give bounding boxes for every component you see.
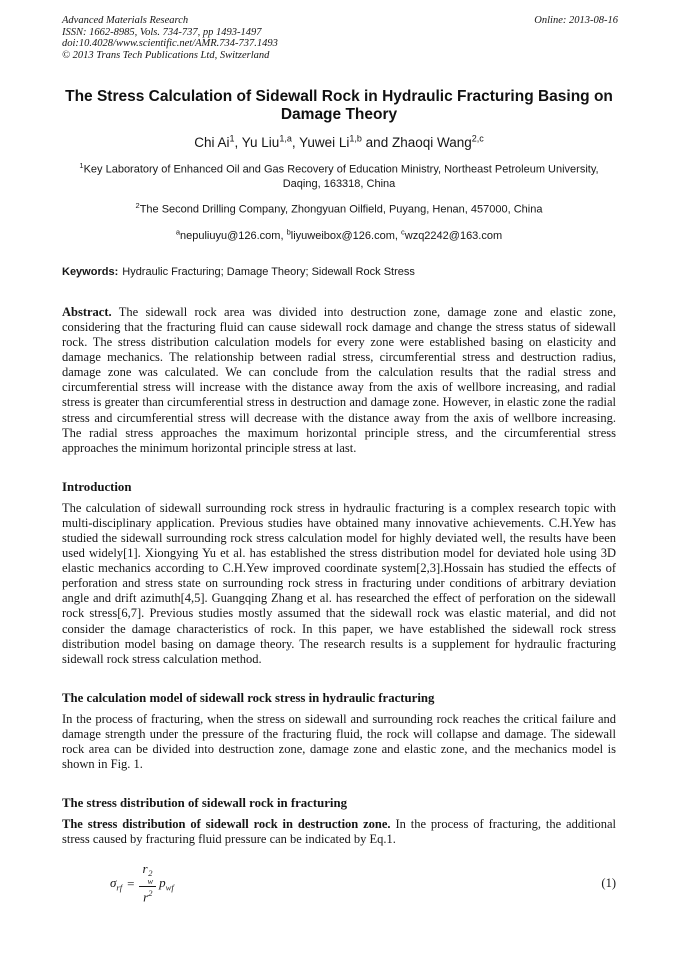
author-affiliation-marker: 1,a (279, 133, 292, 144)
journal-copyright-line: © 2013 Trans Tech Publications Ltd, Switzerland (62, 49, 270, 61)
sigma-term: $\sigma_{rf}$ (110, 874, 123, 893)
fraction-denominator: $r^2$ (143, 888, 153, 905)
pressure-term: $p_{wf}$ (159, 874, 174, 893)
affiliation-1: $^1$Key Laboratory of Enhanced Oil and Gas Recovery of Education Ministry, Northeast Petroleum University, Daqing, 163318, China (79, 160, 599, 190)
journal-issn-line: ISSN: 1662-8985, Vols. 734-737, pp 1493-1497 (62, 26, 262, 38)
author-affiliation-marker: 2,c (471, 133, 484, 144)
section-heading-calculation-model: The calculation model of sidewall rock stress in hydraulic fracturing (62, 690, 435, 705)
abstract-paragraph (62, 305, 616, 456)
author: Yuwei Li$^{1,b}$ and (299, 133, 392, 150)
equation-1-row (110, 861, 616, 905)
affiliation-2: $^2$The Second Drilling Company, Zhongyuan Oilfield, Puyang, Henan, 457000, China (135, 200, 543, 216)
journal-name: Advanced Materials Research (62, 15, 189, 26)
journal-header (62, 15, 618, 61)
author: Yu Liu$^{1,a}$, (241, 133, 300, 150)
abstract-text: The sidewall rock area was divided into destruction zone, damage zone and elastic zone, considering that the fracturing fluid can cause sidewall rock damage and change the stress status of sidewall rock. The stress distribution calculation models for every zone were established basing on elasticity and damage mechanics. The relationship between radial stress, circumferential stress and destruction radius, damage zone was calculated. We can conclude from the calculation results that the radial stress and circumferential stress will increase with the distance away from the axis of wellbore increasing, and radial stress is greater than circumferential stress in destruction and damage zone. However, in elastic zone the radial stress and circumferential stress will decrease with the distance away from the axis of wellbore increasing. The radial stress approaches the maximum horizontal principle stress, and the circumferential stress approaches the minimum horizontal principle stress at last. (62, 304, 616, 455)
equation-number: (1) (601, 876, 616, 891)
online-date: Online: 2013-08-16 (534, 15, 618, 26)
equals-sign: = (127, 875, 135, 891)
section-heading-introduction: Introduction (62, 479, 132, 494)
authors-line (45, 130, 633, 151)
author-email: $^a$nepuliuyu@126.com, (175, 227, 287, 242)
stress-distribution-paragraph (62, 817, 616, 847)
keywords-value: Hydraulic Fracturing; Damage Theory; Sidewall Rock Stress (122, 265, 415, 278)
journal-info-block (62, 15, 278, 61)
emails-line (62, 225, 616, 243)
equation-1 (110, 861, 174, 905)
affiliation-marker: 1 (79, 160, 84, 170)
subsection-run-in-heading: The stress distribution of sidewall rock in destruction zone. (62, 817, 391, 832)
keywords-label: Keywords: (62, 265, 119, 278)
author: Zhaoqi Wang$^{2,c}$ (391, 133, 484, 150)
section-heading-stress-distribution: The stress distribution of sidewall rock in fracturing (62, 796, 347, 811)
abstract-label: Abstract. (62, 304, 112, 319)
fraction (139, 861, 156, 905)
affiliation-marker: 2 (135, 200, 140, 210)
calculation-model-paragraph: In the process of fracturing, when the stress on sidewall and surrounding rock reaches the critical failure and damage strength under the pressure of the fracturing fluid, the rock will collapse and damage. The sidewall rock area can be divided into destruction zone, damage zone and elastic zone, and the mechanics model is shown in Fig. 1. (62, 711, 616, 772)
author: Chi Ai$^1$, (194, 133, 242, 150)
stress-distribution-text: In the process of fracturing, the additional stress caused by fracturing fluid pressure can be indicated by Eq.1. (62, 817, 617, 847)
introduction-paragraph: The calculation of sidewall surrounding rock stress in hydraulic fracturing is a complex research topic with multi-disciplinary application. Previous studies have obtained many innovative achievements. C.H.Yew has studied the sidewall surrounding rock stress calculation model for highly deviated well, the results have been used widely[1]. Xiongying Yu et al. has established the stress distribution model for deviated hole using 3D elastic mechanics according to C.H.Yew improved coordinate system[2,3].Hossain has studied the effects of perforation and stress state on surrounding rock stress in fracturing under conditions of arbitrary deviation angle and drift azimuth[4,5]. Guangqing Zhang et al. has researched the effect of perforation on the sidewall rock stress[6,7]. Previous studies mostly assumed that the sidewall rock was elastic material, and did not consider the damage characteristics of rock. In this paper, we have established the sidewall rock stress distribution model basing on damage theory. The research results is a supplement for hydraulic fracturing sidewall rock stress calculation method. (62, 500, 616, 666)
fraction-numerator: r 2 w (139, 861, 156, 887)
author-affiliation-marker: 1 (229, 133, 235, 144)
keywords-line (62, 265, 616, 279)
paper-title: The Stress Calculation of Sidewall Rock in Hydraulic Fracturing Basing on Damage Theory (65, 88, 613, 124)
author-email: $^b$liyuweibox@126.com, (286, 227, 401, 242)
journal-doi-line: doi:10.4028/www.scientific.net/AMR.734-737.1493 (62, 38, 278, 50)
author-affiliation-marker: 1,b (349, 133, 362, 144)
author-email: $^c$wzq2242@163.com (401, 227, 503, 242)
